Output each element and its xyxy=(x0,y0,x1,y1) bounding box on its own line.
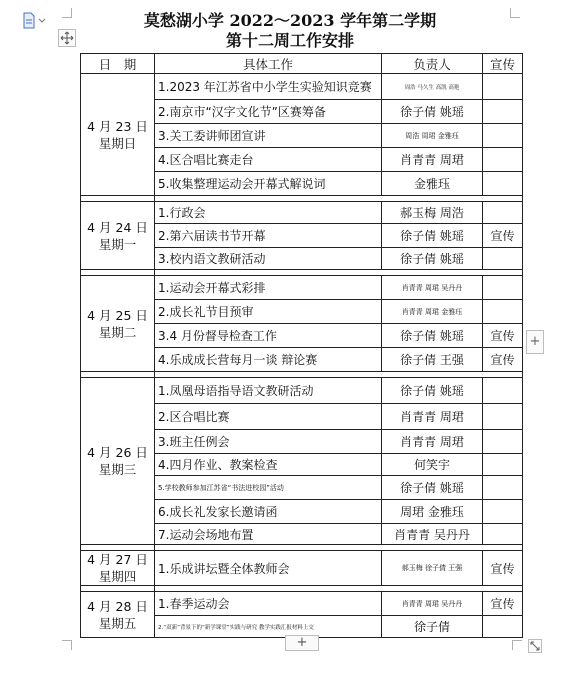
task-cell[interactable]: 1.行政会 xyxy=(155,202,382,224)
task-cell[interactable]: 4.区合唱比赛走台 xyxy=(155,148,382,172)
weekday-text: 星期一 xyxy=(98,236,137,252)
date-text: 4 月 23 日 xyxy=(87,118,148,134)
publicity-cell[interactable]: 宣传 xyxy=(483,324,523,348)
task-cell[interactable]: 3.关工委讲师团宣讲 xyxy=(155,124,382,148)
person-cell[interactable]: 徐子倩 姚瑶 xyxy=(382,476,483,500)
task-cell[interactable]: 5.收集整理运动会开幕式解说词 xyxy=(155,172,382,196)
header-person: 负责人 xyxy=(382,54,483,74)
weekday-text: 星期二 xyxy=(98,324,137,340)
header-date: 日 期 xyxy=(81,54,155,74)
document-subtitle: 第十二周工作安排 xyxy=(225,31,354,50)
date-text: 4 月 27 日 xyxy=(87,552,148,567)
publicity-cell[interactable] xyxy=(483,476,523,500)
date-text: 4 月 25 日 xyxy=(87,307,148,323)
publicity-cell[interactable] xyxy=(483,100,523,124)
table-row xyxy=(81,592,523,616)
header-pub: 宣传 xyxy=(483,54,523,74)
task-cell[interactable]: 2.“双新”背景下的“新学课堂”实践与研究 教学实践汇报材料上交 xyxy=(155,616,382,638)
publicity-cell[interactable] xyxy=(483,300,523,324)
publicity-cell[interactable] xyxy=(483,148,523,172)
date-cell[interactable] xyxy=(81,592,155,638)
task-cell[interactable]: 1.春季运动会 xyxy=(155,592,382,616)
task-cell[interactable]: 4.四月作业、教案检查 xyxy=(155,454,382,476)
publicity-cell[interactable]: 宣传 xyxy=(483,551,523,586)
publicity-cell[interactable] xyxy=(483,524,523,545)
publicity-cell[interactable] xyxy=(483,616,523,638)
plus-icon: + xyxy=(529,334,541,349)
schedule-table xyxy=(80,53,523,638)
person-cell[interactable]: 肖青青 吴丹丹 xyxy=(382,524,483,545)
task-cell[interactable]: 2.第六届读书节开幕 xyxy=(155,224,382,248)
publicity-cell[interactable]: 宣传 xyxy=(483,348,523,372)
person-cell[interactable]: 徐子倩 xyxy=(382,616,483,638)
person-cell[interactable]: 肖青青 周珺 xyxy=(382,430,483,454)
task-cell[interactable]: 4.乐成成长营每月一谈 辩论赛 xyxy=(155,348,382,372)
publicity-cell[interactable] xyxy=(483,454,523,476)
publicity-cell[interactable] xyxy=(483,248,523,270)
publicity-cell[interactable] xyxy=(483,404,523,430)
person-cell[interactable]: 徐子倩 王强 xyxy=(382,348,483,372)
table-header-row xyxy=(81,54,523,74)
task-cell[interactable]: 1.乐成讲坛暨全体教师会 xyxy=(155,551,382,586)
task-cell[interactable]: 2.成长礼节目预审 xyxy=(155,300,382,324)
person-cell[interactable]: 徐子倩 姚瑶 xyxy=(382,100,483,124)
person-cell[interactable]: 金雅珏 xyxy=(382,172,483,196)
header-task: 具体工作 xyxy=(155,54,382,74)
date-text: 4 月 26 日 xyxy=(87,445,148,460)
weekday-text: 星期五 xyxy=(98,615,137,631)
publicity-cell[interactable] xyxy=(483,202,523,224)
person-cell[interactable]: 肖青青 周珺 吴丹丹 xyxy=(382,592,483,616)
margin-mark-bottom-right xyxy=(512,640,522,650)
weekday-text: 星期日 xyxy=(98,135,137,151)
person-cell[interactable]: 徐子倩 姚瑶 xyxy=(382,378,483,404)
person-cell[interactable]: 周浩 周珺 金雅珏 xyxy=(382,124,483,148)
person-cell[interactable]: 郝玉梅 徐子倩 王强 xyxy=(382,551,483,586)
person-cell[interactable]: 周浩 马久生 高凯 高艳 xyxy=(382,74,483,100)
person-cell[interactable]: 周珺 金雅珏 xyxy=(382,500,483,524)
weekday-text: 星期四 xyxy=(98,569,137,584)
date-text: 4 月 28 日 xyxy=(87,598,148,614)
publicity-cell[interactable] xyxy=(483,74,523,100)
publicity-cell[interactable]: 宣传 xyxy=(483,592,523,616)
publicity-cell[interactable] xyxy=(483,276,523,300)
table-row xyxy=(81,551,523,586)
table-row xyxy=(81,378,523,404)
task-cell[interactable]: 1.凤凰母语指导语文教研活动 xyxy=(155,378,382,404)
task-cell[interactable]: 2.南京市“汉字文化节”区赛筹备 xyxy=(155,100,382,124)
task-cell[interactable]: 3.校内语文教研活动 xyxy=(155,248,382,270)
publicity-cell[interactable] xyxy=(483,124,523,148)
table-row xyxy=(81,74,523,100)
task-cell[interactable]: 2.区合唱比赛 xyxy=(155,404,382,430)
task-cell[interactable]: 7.运动会场地布置 xyxy=(155,524,382,545)
person-cell[interactable]: 肖青青 周珺 吴丹丹 xyxy=(382,276,483,300)
person-cell[interactable]: 肖青青 周珺 xyxy=(382,148,483,172)
table-row xyxy=(81,276,523,300)
weekday-text: 星期三 xyxy=(98,462,137,477)
publicity-cell[interactable] xyxy=(483,430,523,454)
publicity-cell[interactable] xyxy=(483,500,523,524)
publicity-cell[interactable]: 宣传 xyxy=(483,224,523,248)
person-cell[interactable]: 肖青青 周珺 金雅珏 xyxy=(382,300,483,324)
margin-mark-bottom-left xyxy=(62,640,72,650)
publicity-cell[interactable] xyxy=(483,378,523,404)
resize-icon xyxy=(529,640,542,653)
person-cell[interactable]: 徐子倩 姚瑶 xyxy=(382,224,483,248)
date-text: 4 月 24 日 xyxy=(87,219,148,235)
task-cell[interactable]: 1.运动会开幕式彩排 xyxy=(155,276,382,300)
person-cell[interactable]: 郝玉梅 周浩 xyxy=(382,202,483,224)
task-cell[interactable]: 1.2023 年江苏省中小学生实验知识竞赛 xyxy=(155,74,382,100)
task-cell[interactable]: 3.班主任例会 xyxy=(155,430,382,454)
person-cell[interactable]: 何笑宇 xyxy=(382,454,483,476)
add-row-button[interactable] xyxy=(285,635,319,651)
person-cell[interactable]: 徐子倩 姚瑶 xyxy=(382,324,483,348)
add-column-button[interactable] xyxy=(526,330,544,354)
table-resize-handle[interactable] xyxy=(528,639,542,653)
date-cell[interactable] xyxy=(81,74,155,196)
publicity-cell[interactable] xyxy=(483,172,523,196)
date-cell[interactable] xyxy=(81,551,155,586)
task-cell[interactable]: 6.成长礼发家长邀请函 xyxy=(155,500,382,524)
task-cell[interactable]: 5.学校教师参加江苏省“书法进校园”活动 xyxy=(155,476,382,500)
date-cell[interactable] xyxy=(81,202,155,270)
date-cell[interactable] xyxy=(81,276,155,372)
date-cell[interactable] xyxy=(81,378,155,545)
task-cell[interactable]: 3.4 月份督导检查工作 xyxy=(155,324,382,348)
document-title: 莫愁湖小学 2022～2023 学年第二学期 xyxy=(143,11,437,30)
plus-icon: + xyxy=(296,635,308,650)
person-cell[interactable]: 徐子倩 姚瑶 xyxy=(382,248,483,270)
person-cell[interactable]: 肖青青 周珺 xyxy=(382,404,483,430)
table-row xyxy=(81,202,523,224)
